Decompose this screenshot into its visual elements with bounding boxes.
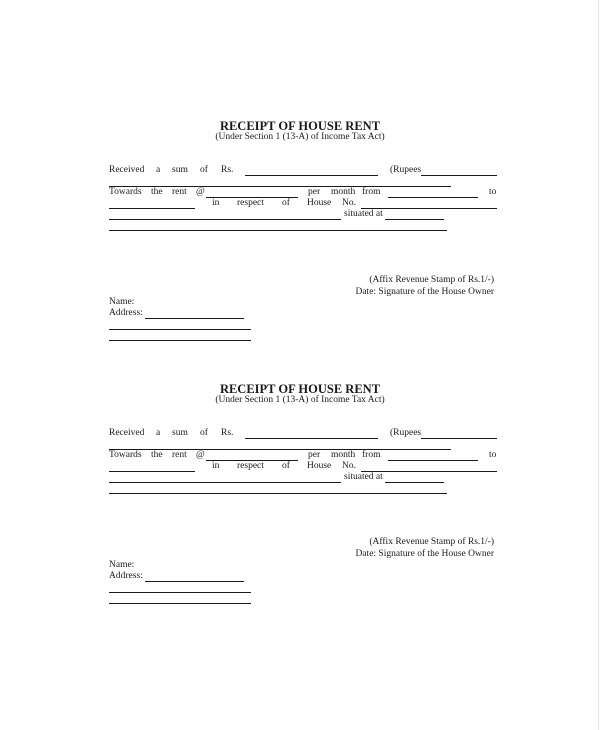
rupees-blank[interactable] — [421, 175, 497, 176]
address-label: Address: — [109, 308, 143, 318]
label-from: from — [362, 450, 381, 460]
label-no: No. — [342, 198, 356, 208]
label-situated-at: situated at — [344, 472, 383, 482]
name-label: Name: — [109, 560, 135, 570]
label-sum: sum — [172, 428, 188, 438]
address-blank-1[interactable] — [145, 581, 244, 582]
label-house: House — [307, 461, 332, 471]
address-blank-2[interactable] — [109, 329, 251, 330]
label-no: No. — [342, 461, 356, 471]
label-a: a — [156, 428, 161, 438]
receipt-title: RECEIPT OF HOUSE RENT — [219, 119, 381, 133]
label-rent: rent — [172, 450, 187, 460]
label-the: the — [151, 187, 163, 197]
location-blank[interactable] — [109, 230, 447, 231]
label-rent: rent — [172, 187, 187, 197]
label-received: Received — [109, 428, 145, 438]
owner-signature-label: Date: Signature of the House Owner — [355, 287, 494, 297]
address-label: Address: — [109, 571, 143, 581]
label-sum: sum — [172, 165, 188, 175]
address-blank-3[interactable] — [109, 340, 251, 341]
label-towards: Towards — [109, 450, 142, 460]
address-blank-3[interactable] — [109, 603, 251, 604]
label-respect: respect — [237, 461, 264, 471]
label-received: Received — [109, 165, 145, 175]
revenue-stamp-note: (Affix Revenue Stamp of Rs.1/-) — [369, 275, 494, 285]
receipt-title: RECEIPT OF HOUSE RENT — [219, 382, 381, 396]
receipt-subtitle: (Under Section 1 (13-A) of Income Tax Act) — [215, 132, 385, 142]
label-respect: respect — [237, 198, 264, 208]
revenue-stamp-note: (Affix Revenue Stamp of Rs.1/-) — [369, 537, 494, 547]
label-rs: Rs. — [221, 165, 234, 175]
to-blank[interactable] — [109, 208, 195, 209]
address-blank-2[interactable] — [109, 592, 251, 593]
house-address-blank[interactable] — [109, 219, 341, 220]
label-to: to — [489, 187, 497, 197]
situated-blank[interactable] — [385, 482, 444, 483]
label-rupees: (Rupees — [390, 428, 422, 438]
label-per: per — [308, 450, 321, 460]
label-house: House — [307, 198, 332, 208]
label-in: in — [212, 198, 220, 208]
label-at: @ — [196, 450, 205, 460]
location-blank[interactable] — [109, 493, 447, 494]
amount-blank[interactable] — [245, 175, 378, 176]
owner-signature-label: Date: Signature of the House Owner — [355, 549, 494, 559]
label-towards: Towards — [109, 187, 142, 197]
situated-blank[interactable] — [385, 219, 444, 220]
label-of-2: of — [282, 461, 290, 471]
label-situated-at: situated at — [344, 209, 383, 219]
house-address-blank[interactable] — [109, 482, 341, 483]
rupees-blank[interactable] — [421, 438, 497, 439]
label-of: of — [200, 428, 208, 438]
label-a: a — [156, 165, 161, 175]
label-the: the — [151, 450, 163, 460]
label-month: month — [331, 187, 356, 197]
amount-blank[interactable] — [245, 438, 378, 439]
label-per: per — [308, 187, 321, 197]
to-blank[interactable] — [109, 471, 195, 472]
label-in: in — [212, 461, 220, 471]
address-blank-1[interactable] — [145, 318, 244, 319]
name-label: Name: — [109, 297, 135, 307]
label-at: @ — [196, 187, 205, 197]
label-month: month — [331, 450, 356, 460]
from-blank[interactable] — [388, 460, 478, 461]
label-rupees: (Rupees — [390, 165, 422, 175]
label-of: of — [200, 165, 208, 175]
label-to: to — [489, 450, 497, 460]
from-blank[interactable] — [388, 197, 478, 198]
receipt-subtitle: (Under Section 1 (13-A) of Income Tax Act) — [215, 395, 385, 405]
label-from: from — [362, 187, 381, 197]
label-rs: Rs. — [221, 428, 234, 438]
label-of-2: of — [282, 198, 290, 208]
